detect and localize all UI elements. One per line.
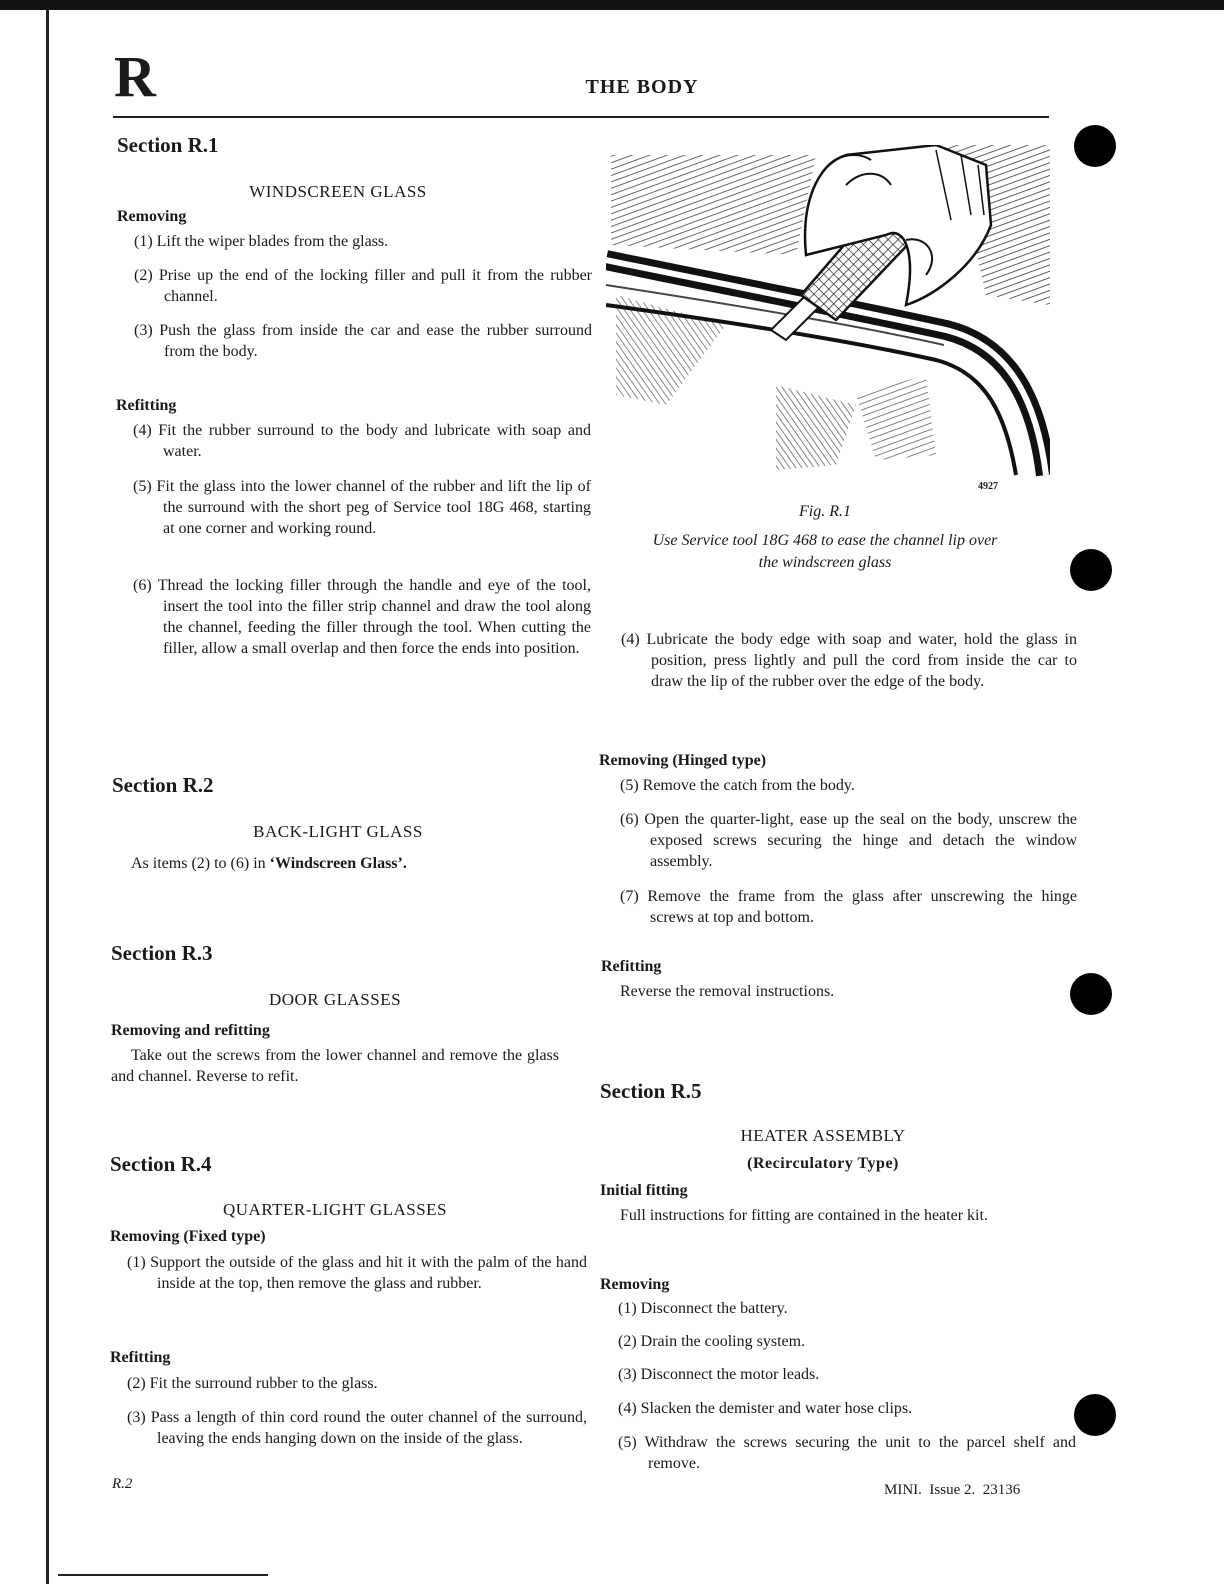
r2-text: As items (2) to (6) in ‘Windscreen Glass’. bbox=[131, 855, 407, 872]
figure-number: 4927 bbox=[978, 481, 998, 492]
r4-hinged-step-7: (7) Remove the frame from the glass after unscrewing the hinge screws at top and bottom. bbox=[620, 888, 1077, 926]
r4-hinged-step-6: (6) Open the quarter-light, ease up the seal on the body, unscrew the exposed screws securing the hinge and detach the window assembly. bbox=[620, 811, 1077, 870]
r1-title: WINDSCREEN GLASS bbox=[249, 182, 427, 201]
r2-title: BACK-LIGHT GLASS bbox=[253, 822, 423, 841]
r5-removing-step-2: (2) Drain the cooling system. bbox=[618, 1333, 806, 1350]
r1-refitting-step-4: (4) Fit the rubber surround to the body and lubricate with soap and water. bbox=[133, 422, 591, 460]
r5-initial-fitting-label: Initial fitting bbox=[600, 1182, 688, 1199]
r4-hinged-removing-label: Removing (Hinged type) bbox=[599, 752, 767, 769]
section-r4-heading: Section R.4 bbox=[110, 1152, 212, 1176]
figure-caption-line-2: the windscreen glass bbox=[758, 554, 892, 571]
r4-refitting-step-3: (3) Pass a length of thin cord round the outer channel of the surround, leaving the ends hanging down on the inside of the glass. bbox=[127, 1409, 587, 1447]
r4-hinged-step-5: (5) Remove the catch from the body. bbox=[620, 777, 855, 794]
r4-refitting-step-2: (2) Fit the surround rubber to the glass. bbox=[127, 1375, 378, 1392]
r4-removing-step-1: (1) Support the outside of the glass and hit it with the palm of the hand inside at the top, then remove the glass and rubber. bbox=[127, 1254, 587, 1292]
r3-text: Take out the screws from the lower channel and remove the glass and channel. Reverse to refit. bbox=[111, 1047, 559, 1085]
page-title: THE BODY bbox=[585, 76, 699, 98]
scan-left-edge bbox=[46, 10, 49, 1584]
r4-removing-label: Removing (Fixed type) bbox=[110, 1228, 266, 1245]
r1-refitting-step-5: (5) Fit the glass into the lower channel of the rubber and lift the lip of the surround with the short peg of Service tool 18G 468, starting at one corner and working round. bbox=[133, 478, 591, 537]
figure-windscreen-tool-illustration bbox=[606, 145, 1050, 490]
r4-refitting-label: Refitting bbox=[110, 1349, 171, 1366]
section-r5-heading: Section R.5 bbox=[600, 1079, 702, 1103]
issue-info: MINI. Issue 2. 23136 bbox=[884, 1482, 1021, 1498]
scan-bottom-edge bbox=[58, 1574, 268, 1576]
figure-caption-title: Fig. R.1 bbox=[799, 503, 851, 520]
page-number: R.2 bbox=[112, 1476, 133, 1492]
r5-title: HEATER ASSEMBLY bbox=[740, 1126, 906, 1145]
header-rule bbox=[113, 116, 1049, 118]
r5-removing-step-3: (3) Disconnect the motor leads. bbox=[618, 1366, 820, 1383]
scan-top-edge bbox=[0, 0, 1224, 10]
punch-hole-2 bbox=[1070, 549, 1112, 591]
r4-hinged-refitting-text: Reverse the removal instructions. bbox=[620, 983, 835, 1000]
r4-refitting-step-4: (4) Lubricate the body edge with soap and water, hold the glass in position, press lightly and pull the cord from inside the car to draw the lip of the rubber over the edge of the body. bbox=[621, 631, 1077, 690]
r4-title: QUARTER-LIGHT GLASSES bbox=[222, 1200, 448, 1219]
section-r1-heading: Section R.1 bbox=[117, 133, 219, 157]
r5-initial-fitting-text: Full instructions for fitting are contained in the heater kit. bbox=[620, 1207, 988, 1224]
r1-removing-step-3: (3) Push the glass from inside the car and ease the rubber surround from the body. bbox=[134, 322, 592, 360]
punch-hole-3 bbox=[1070, 973, 1112, 1015]
section-r2-heading: Section R.2 bbox=[112, 773, 214, 797]
r1-removing-step-1: (1) Lift the wiper blades from the glass. bbox=[134, 233, 389, 250]
r5-subtitle: (Recirculatory Type) bbox=[747, 1155, 899, 1172]
figure-caption-line-1: Use Service tool 18G 468 to ease the channel lip over bbox=[652, 532, 998, 549]
section-r3-heading: Section R.3 bbox=[111, 941, 213, 965]
r3-title: DOOR GLASSES bbox=[268, 990, 402, 1009]
r1-refitting-step-6: (6) Thread the locking filler through the handle and eye of the tool, insert the tool into the filler strip channel and draw the tool along the channel, feeding the filler through the tool. When cutting the filler, allow a small overlap and then force the ends into position. bbox=[133, 577, 591, 657]
r1-refitting-label: Refitting bbox=[116, 397, 177, 414]
section-letter: R bbox=[114, 44, 156, 109]
r1-removing-step-2: (2) Prise up the end of the locking filler and pull it from the rubber channel. bbox=[134, 267, 592, 305]
r3-label: Removing and refitting bbox=[111, 1022, 270, 1039]
r5-removing-step-5: (5) Withdraw the screws securing the unit to the parcel shelf and remove. bbox=[618, 1434, 1076, 1472]
r5-removing-label: Removing bbox=[600, 1276, 670, 1293]
r5-removing-step-4: (4) Slacken the demister and water hose clips. bbox=[618, 1400, 913, 1417]
punch-hole-4 bbox=[1074, 1394, 1116, 1436]
r4-hinged-refitting-label: Refitting bbox=[601, 958, 662, 975]
punch-hole-1 bbox=[1074, 125, 1116, 167]
r1-removing-label: Removing bbox=[117, 208, 187, 225]
r5-removing-step-1: (1) Disconnect the battery. bbox=[618, 1300, 788, 1317]
